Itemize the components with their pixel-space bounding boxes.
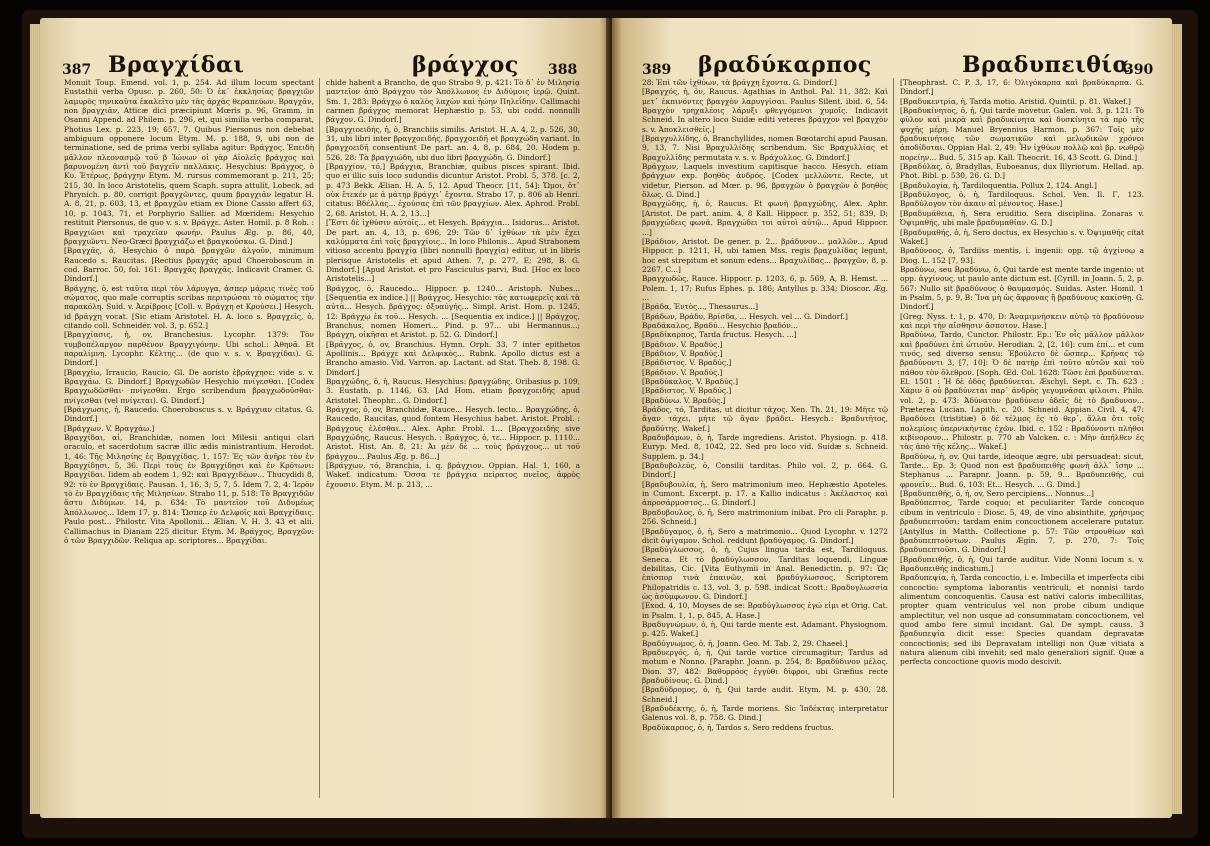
text-column-1: Monuit Toup. Emend. vol. 1, p. 254. Ad illum locum spectant Eustathii verba Opusc. p. 260, 50: Ὁ ἐκ᾽ ἐκκλησίας βραγχιῶν λαμυρὸς τηνικαῦτα ἐκαλεῖτο μὲν τὰς ἀρχὰς θεραπεύων. Βραγχᾶν, non βραγχιᾶν, Atticæ dici præcipiunt Mœris p. 96, Gramm. in Osanni Append. ad Philem. p. 296, et, qui similia verba comparat, Photius Lex. p. 223, 19; 657, 7. Quibus Piersonus non debebat ambiguum opponere locum Etym. M. p. 188, 9, ubi non de terminatione, sed de prima verbi syllaba agitur: Βράγχος. Ἐπειδὴ μᾶλλον πλεονασμῷ τοῦ β Ἰώνων οἱ γὰρ Αἰολεῖς βράγχος καὶ βαρυνομένη ἀντὶ τοῦ βαγχεῖν παλλάκις. Hesychius: Βράγχος, ὁ Κυ. Ἐτέρως, βράγχην Εtym. M. rursus commemorant p. 211, 25; 215, 30. In loco Aristotelis, quem Scaph. supra attulit, Lobeck. ad Phrynich. p. 80, corrigit βραγχῶντες, quum βραγχιᾶν legatur H. A. 8, 21, p. 603, 13, et βραγχῶν etiam ex Dione Cassio affert 63, 10, p. 1043, 71, et Porphyrio Sallier. ad Mœridem: Hesychio restituit Piersonus, de quo v. s. v. Βράγχε. Aster. Homil. p. 8 Rob. : Βραγχιῶσι καὶ τραχεῖαν φωνήν. Paulus Æg. p. 86, 40, βραγχιῶντι. Neo-Græci βραγχιάζω et βραγκούσκω. G. Dind.] [Βραγχᾶς, ὁ, Hesychio ὁ παρὰ βραγχῶν ἀλγοῦν, minimum Raucedo s. Raucitas. [Rectius βραγχᾶς apud Choeroboscum in cod. Barroc. 50, fol. 161: Βραγχᾶς βραγχᾶς. Indicavit Cramer. G. Dindorf.] Βράγχης, ὁ, est ταῦτα περὶ τὸν λάρυγγα, ἀσπερ μάρεις τινὲς τοῦ σώματος, quo male corruptis scribas περιτρώσαι τὸ σώματος τὴν παρακόλη. Suid. v. Ἀερίβροις [Coll. v. Βράγχη et Κρούσει.] Hesych. id βράγχη vocat. [Sic etiam Aristotel. H. A. loco s. Βραγχεῖς, ὁ, citando coll. Schneidér. vol. 3, p. 652.] [Βραγχίασις, ἡ, ov, Branchesius. Lycophr. 1379: Τὸν τυμβοπέλαργον παρθένον Βραγχιγόνην. Ubi schol.: Ἀθηνᾶ. Et παραλίμνη. Lycophr. Κέλτης... (de quo v. s. v. Βραγχίδαι). G. Dindorf.] [Βραγχίω, Irraucio, Raucio, Gl. De aoristo ἐβράγχησε: vide s. v. Βραγχάω. G. Dindorf.] Βραγχωδῶν Hesychio πνίγεσθαι. [Codex Βραγχωδῶσθαι· πνίγεσθαι. Ergo scribendum βραγχωδοῦσθαι· πνίγεσθαι (vel πνίγεται). G. Dindorf.] [Βράγχωσις, ἡ, Raucedo. Choeroboscus s. v. Βράγχιαν citatus. G. Dindorf.] [Βράγχων. V. Βραγχάω.] Βραγχίδαι, αἱ, Branchidæ, nomen loci Milesii antiqui clari oraculo, et sacerdotum sacræ illic ædis ministrantium. Herodot. 1, 46: Τῆς Μιλησίης ἐς Βραγχίδας. 1, 157: Ἐς τῶν ἀνῆρε τὸν ἐν Βραγχίδῃσι. 5, 36. Περὶ τοὺς ἐν Βραγχίδῃσι καὶ ἐν Κρότωνι: Βραγχίδαι. Iidem ab eodem 1, 92: καὶ Βραγχιδέων... Thucydidi 8, 92: τὸ ἐν Βραγχίδαις. Pausan. 1, 16, 3; 5, 7, 5. Idem 7, 2, 4: Ἱερὸν τὸ ἐν Βραγχίδαις τῆς Μιλησίων. Strabo 11, p. 518: Τὸ Βραγχιδῶν ἄστυ Διδύμων. 14, p. 634: Τὸ μαντεῖον τοῦ Διδυμέως Ἀπόλλωνος... Idem 17, p. 814: Ὥσπερ ἐν Δελφοῖς καὶ Βραγχίδαις. Paulo post... Philostr. Vita Apollonii... Ælian. V. H. 3, 43 et alii. Callimachus in Dianam 225 dicitur. Etym. M. Βράγχος, Βραγχῶν: ὁ τῶν Βραγχιδῶν. Reliqua ap. scriptores... Βραγχίδαι. xyxy=(64,78,314,545)
text-column-1: 28: Ἐπὶ τῶν ἰχθύων, τὰ βράγχη ἔχοντα. G. Dindorf.] [Βραγχός, ἡ, ὁν, Raucus. Agathias in Anthol. Pal. 11, 382: Καὶ μετ᾽ ἐκπινόντες βραγχὸν λαρυγγίσαι. Paulus Silent. ibid. 6, 54: Βραγχὸν τρηχαλέοις λάρυξι φθεγγόμενοι χυμοῖς. Indicavit Schneid. In altero loco Suidæ editi veteres βράγχον vel βραγχὸν s. v. Ἀποκλεισθεῖς.] [Βραγχυλλίδης, ὁ, Branchyllides, nomen Bœotarchi apud Pausan. 9, 13, 7. Nisi Βραχυλλίδης scribendum. Sic Βραχυλλίας et Βραχυλλίδης permutata v. s. v. Βράχυλλος. G. Dindorf.] Βράγχων, Laquels investium capitisque bacco. Hesych. etiam βράγχων exp. βοηθὸς ἀνδρός. [Codex μελλῶντε. Recte, ut videtur, Pierson. ad Mœr. p. 96, βραγχῶν ὁ βραγχῶν ὁ βοηθὸς ὅλως. G. Dind.] Βραγχώδης, ἡ, ὁ, Raucus. Et φωνὴ βραγχώδης, Alex. Aphr. [Aristot. De part. anim. 4, 8 Kall. Hippocr. p. 352, 51; 839, D; βραγχώδεις φωνά. Βραγχώδει τοι αὐτοὶ αὐτῷ... Apud Hippocr. ...] [Βράδιον, Aristot. De gener. p. 2... βράδυνον... μαλλῶν... Apud Hippocr. p. 1211, H, ubi tamen Mss. regis βραχυλίδας legunt, hoc est strepitum et sonum edens... Βραχυλίδας... βραγχῶν, 8, p. 2267, C...] Βραγχωδῶς, Rauce. Hippocr. p. 1203, 6, p. 569, A, B. Hemst. ... Polem. 1, 17; Rufus Ephes. p. 186; Antyllus p. 334; Dioscor. Æg. ... [Βράδα, Ἐντὸς..., Thesaurus...] [Βράδων, Βράδυ, Βρίσδα, ... Hesych. vel ... G. Dindorf.] Βραδάκαλος, Βραδύ... Hesychio βραδόν... [Βραδίκαρπος, Tarda fructus. Hesych. ...] [Βράδιον. V. Βραδύς.] [Βράδιον, V. Βραδύς.] [Βράδιστος. V. Βραδύς.] [Βράδιον. V. Βραδύς.] [Βραδύκαλος. V. Βραδύς.] [Βράδιστος. V. Βραδύς.] [Βραδύνω. V. Βραδύς.] Βράδος, τό, Tarditas, ut dicitur τάχος. Xen. Th. 21, 19: Μήτε τῷ ἄγαν τάχει, μήτε τῷ ἄγαν βράδει. Hesych.: Βραδυτῆτος, βραδύτης. Wakef.] Βραδυβάμων, ὁ, ἡ, Tarde ingrediens. Aristot. Physiogn. p. 418. Euryp. Med. 8, 1042, 22. Sed pro loco vid. Suidæ s. Schneid. Supplem. p. 34.] [Βραδυβολεύς, ὁ, Consilii tarditas. Philo vol. 2, p. 664. G. Dindorf.] [Βραδυβουλία, ἡ, Sero matrimonium ineo. Hephæstio Apoteles. in Cumont. Excerpt. p. 17. a Kallio indicatus : Ἀκέλαστος καὶ ἀπροσάρμοστος... G. Dindorf.] Βραδυβουλος, ὁ, ἡ, Sero matrimonium inibat. Pro cli Paraphr. p. 256. Schneid.] [Βραδύγαμος, ὁ, ἡ, Sero a matrimonio... Quod Lycophr. v. 1272 dicit ὀψίγαμον. Schol. reddunt βραδύγαμος. G. Dindorf.] [Βραδύγλωσσος, ὁ, ἡ, Cujus lingua tarda est, Tardiloquus. Seneca. Et τὸ βραδύγλωσσον, Tarditas loquendi, Linguæ debilitas, Cic. [Vita Euthymii in Anal. Benedictin. p. 97: Ὡς ἐπίσπορ τινὰ ἐπαινῶν, καὶ βραδύγλωσσος. Scriptorem Philopatridis c. 13, vol. 3, p. 598. indicat Scott.: Βραδυγλωσσία ὡς ἀσύμφωνον. G. Dindorf.] [Exod. 4, 10, Moyses de se: Βραδύγλωσσος ἐγώ εἰμι et Orig. Cat. in Psalm. 1, 1, p. 845, A. Hase.] Βραδυγνώμων, ὁ, ἡ, Qui tarde mente est. Adamant. Physiognom. p. 425. Wakef.] Βραδύγνωμος, ὁ, ἡ, Joann. Geo. M. Tab. 2, 29. Chaeel.] Βραδυεργός, ὁ, ἡ, Qui tarde vortice circumagitur; Tardus ad motum e Nonno. [Paraphr. Joann. p. 254, 8: Βραδύδινον μέλος. Dion. 37, 482: Βαθυρρόος ἐγγύθι δίφροι, ubi Græfius recte βραδυδίνους. G. Dind.] [Βραδύδρομος, ὁ, ἡ, Qui tarde audit. Etym. M. p. 430, 28. Schneid.] [Βραδυδέκτης, ὁ, ἡ, Tarde moriens. Sic Ἰπδέκτας interpretatur Galenus vol. 8, p. 758. G. Dind.] Βραδύκαρπος, ὁ, ἡ, Tardos s. Sero reddens fructus. xyxy=(642,78,888,732)
running-headword: Βραδυπειθία xyxy=(962,52,1130,78)
running-headword: βραδύκαρπος xyxy=(698,52,872,78)
left-page xyxy=(40,18,610,818)
page-number: 387 xyxy=(62,62,92,78)
running-headword: βράγχος xyxy=(412,52,519,78)
running-headword: Βραγχίδαι xyxy=(108,52,245,78)
right-page xyxy=(612,18,1172,818)
page-number: 389 xyxy=(642,62,672,78)
column-divider xyxy=(319,78,320,798)
page-number: 388 xyxy=(548,62,578,78)
right-page-edges xyxy=(1172,24,1182,814)
text-column-2: [Theophrast. C. P. 3, 17, 6: Ὀλιγόκαρπα καὶ βραδύκαρπα. G. Dindorf.] [Βραδυκεντρία, ἡ, Tarda motio. Aristid. Quintil. p. 81. Wakef.] [Βραδυκίνητος, ὁ, ἡ, Qui tarde movetur. Galen. vol. 3, p. 121: Τὸ φῦλον καὶ μικρὰ καὶ βραδυκίνητα καὶ δυσκίνητα τὰ πρὸ τῆς ψυχῆς μέρη. Manuel Bryennius Harmon. p. 367: Τοῖς μὲν βραδυκινήτοις τῶν σωματικῶν καὶ μελῳδικῶν χρόνοι ἀποδίδοται. Oppian Hal. 2, 49: Ἦν ἰχθύων πολλῷ καὶ βρ. νωθρῷ πορείην... Bud. 5, 315 ap. Kall. Theocrit. 16, 43 Scott. G. Dind.] [Βραδύλας, ὁ, Bradyllas, Euboeanus, dux Illyriorum. Hellad. ap. Phot. Bibl. p. 530, 26. G. D.] [Βραδυλογία, ἡ, Tardiloquentia. Pollux 2, 124. Angl.] [Βραδύλογος, ὁ, ἡ, Tardiloquus. Schol. Ven. Il. Γ, 123. Βραδύλογον τὸν ἀκαιν αἱ μένοντος. Hase.] [Βραδυμάθεια, ἡ, Sera eruditio. Sera disciplina. Zonaras v. Ὀψιμαθής, ubi male βραδυμαθίαν. G. D.] [Βραδυμαθής, ὁ, ἡ, Sero doctus, ex Hesychio s. v. Ὀψιμαθής citat Wakef.] Βραδύνοος, ὁ, Tardiiss mentis, i. ingenii: opp. τῷ ἀγχίνοῳ a Diog. L. 152 [7, 93]. Βραδύνω, seu Βραδύνω, ὁ, Qui tarde est mente tarde ingenio: ut opp. ἀγχίνους, ut paulo ante dictum est. [Cyrill. in Joann. 5, 2, p. 567: Nullo sit βραδύνους ὁ θαυμασμός. Suidas. Aster. Homil. 1 in Psalm. 5, p. 9, B: Ἴνα μὴ ὡς ἄφρονας ἢ βραδύνους κακίσθῃ. G. Dindorf.] [Greg. Nyss. t. 1, p. 470, D: Ἀναμιμνήσκειν αὐτῷ τὸ βραδύνουν καὶ περὶ τὴν αἴσθησιν ἄσποτον. Hase.] Βραδύνω, Tardo, Cunctor. Philostr. Ep.: Ἐν οἷς μᾶλλον μᾶλλον καὶ βραδύνει ἐπὶ ὠτιοῦν. Herodian. 2, [2, 16]: cum ἐπί... et cum τινός, sed diverso sensu: Ἐβούλετο δὲ ὥσπερ... Κρῆνας τῷ βραδύνοντι 3, [7, 10]: Ὁ δὲ πατὴρ ἐπὶ τοῦτο αὐτῶν καὶ τοῦ πάθου τὸν ὄλεθρον. [Soph. Œd. Col. 1628: Τῶσε ἐπὶ βραδύνεται. El. 1501 : Ἡ δὲ ὁδὸς βραδύνεται. Æschyl. Sept. c. Th. 623 : Χάριν ὃ οὐ βραδύνεται παρ᾽ ἀνδρὸς γεγυμνᾶσαι φίλοισι. Philo. vol. 2, p. 473: Ἀδύνατον βραδύνειν ὀδεῖς δὲ τὸ βραδυνον... Præterea Lucian. Lapith. c. 20. Schneid. Appian. Civil. 4, 47: Βραδύνει (tristitiæ) ὃ δὲ τέλμος ἐς τὸ θερ᾽, ἄλλα ὅτι τοῖς πολεμίοις ὑπερνικήντας ἐχῶν. Ibid. c. 152 : Βραδύνοντι πλήθοι κιβίνορουν... Philostr. p. 770 ab Valcken. c. : Μὴν ἀπήλθεν ἐς τὰς ἀπὸ τῆς κέλης... Wakef.] Βραδύνω, ἡ, ov, Qui tarde, ideoque ægre, ubi persuadeat: sicut, Tarde... Ep. 3; Quod non est βραδυπειθὴς φωνὴ ἀλλ᾽ ἴσην ... Stephanus ... Parapnr. Joann. p. 59, 9... Βραδυπειθής, cui φρονεῖν... Bud. 6, 103: Et... Hesych. ... G. Dind.] [Βραδυπειθής, ὁ, ἡ, ov, Sero percipiens... Nonnus...] Βραδύπεπτος, Tarde coquo; et peculiariter Tarde concoquo cibum in ventriculo : Diosc. 5, 49, de vino absinthite, χρήσιμος βραδυπεπτοῦσι: tardam enim concoctionem accelerare putatur. [Antyllus in Matth. Collectione p. 57: Τῶν στρουθίων καὶ βραδυπεπτούντων. Paulus Ægin. 7, p. 270, 7: Τοῖς βραδυπεπτοῦσι. G. Dindorf.] [Βραδυπειθής, ὁ, ἡ, Qui tarde auditur. Vide Nonni locum s. v. Βραδυπειθής indicatum.] Βραδυπεψία, ἡ, Tarda concoctio, i. e. Imbecilla et imperfecta cibi concoctio: symptoma laborantis ventriculi, et nonnisi tardo alimentum concoquentis. Causa est natívi caloris imbecillitas, propter quam ventriculus vel non probe cibum undique amplectitur, vel non usque ad consummatam concoctionem, vel quod ambo fere simul incidant. Gal. De sympt. causs. 3 βραδυπεψία dicit esse: Species quandam depravatæ concoctionis; sed ibi Depravatam intelligi non Quæ vitiata a natura alienum cibi invehit; sed malo generaliori signif. Quæ a perfecta concoctione quovis modo descivit. xyxy=(900,78,1144,667)
column-divider xyxy=(893,78,894,798)
text-column-2: chide habent a Brancho, de quo Strabo 9, p. 421: Τὸ δ᾽ ἐν Μιλησίᾳ μαντεῖον ἀπὸ Βράγχου τὸν Ἀπόλλωνος ἐν Διδύμοις ἱερῷ. Quint. Sm. 1, 283: Βράγχῳ ὁ καλὸς λαχὼν καὶ ἠώην Πηλεΐδην. Callimachi carmen βράγχος memorat Hephæstio p. 53, ubi codd. nonnulli βάγχον. G. Dindorf.] [Βραγχιοειδής, ἡ, ὁ, Branchiis similis. Aristot. H. A. 4, 2, p. 526, 30, 31, ubi libri inter βραγχοειδής, βραγχοειδῆ et βραγχώδη variant. In βραγχοειδῆ consentiunt De part. an. 4, 8, p. 684, 20. Hodem p. 526, 28: Τὰ βραγχιώδη, ubi duo libri βραγχώδη. G. Dindorf.] [Βραγχίον, τό,] Βράγχια, Branchiæ, quibus pisces spirant. Ibid. quo ei illic suis loco sudundis dicuntur Aristot. Probl. 5, 378. [c. 2, p. 473 Bekk. Ælian. H. A. 5, 12. Apud Theocr. [11, 54]: Ὤμοι, ὅτ᾽ οὐκ ἔτεκέν με ἁ μάτηρ βράγχι᾽ ἔχοντα. Strabo 17, p. 806 ab Henri. citatus: Βδέλλας... ἐχούσας ἐπὶ τῶν βραγχίων. Alex. Aphrod. Probl. 2, 68. Aristot. H. A. 2, 13...] [Ἔστι δὲ ἰχθύσιν αὐτοῖς... et Hesych. Βράγχια... Isidorus... Aristot. De part. an. 4, 13, p. 696, 29: Τῶν δ᾽ ἰχθύων τὰ μὲν ἔχει καλύμματα ἐπὶ τοῖς βραγχίοις... In loco Philonis... Apud Strabonem vitioso accentu βραγχίᾳ (libri nonnulli βραγχία) editur, ut in libris plerisque Aristotelis et apud Athen. 7, p. 277, E; 298, B. G. Dindorf.] [Apud Aristot. et pro Fasciculus parvi, Bud. [Hoc ex loco Aristotelis...] Βράγχος, ὁ, Raucedo... Hippocr. p. 1240... Aristoph. Nubes... [Sequentia ex indice.] || Βράγχος, Hesychio: τὰς κατωφερεῖς καὶ τὰ αὐτὰ... Hesych. βράγχος: ὀξυαύγής... Simpl. Arist. Hom. p. 1245, 12: Βράγχῳ ἐκ τοῦ... Hesych. ... [Sequentia ex indice.] || Βράγχος, Branchus, nomen Homeri... Pind. p. 97... ubi Hermannus...; Βράγχη, οἰκῆσαι et Aristot. p. 52. G. Dindorf.] [Βρᾶγχος, ὁ, ov, Branchius. Hymn. Orph. 33, 7 inter epithetos Apollinis... Βράγχε καὶ Δελφικὸς... Rubnk. Apollo dictus est a Brancho amasio. Vid. Varron. ap. Lactant. ad Stat. Theb. 8, 198. G. Dindorf.] Βραγχώδης, ὁ, ἡ, Raucus. Hesychius: βραγχώδης. Oribasius p. 109, 3. Eustath. p. 1146, 63. [Ad Hom. etiam βραγχοειδής apud Aristotel. Theophr... G. Dindorf.] Βράγχος, ὁ, ov, Branchidæ, Rauce... Hesych. lecto... Βραγχώδης, ὁ, Raucedo, Raucitas, quod fontem Hesychius habet. Aristot. Probl. : Βράγχους ἐλέσθαι... Alex. Aphr. Probl. 1... [Βραγχοειδής sive Βραγχώδης, Raucus. Hesych. : Βράγχος, ὁ, τε... Hippocr. p. 1110... Aristot. Hist. An. 8, 21: Ἀι μὲν δὲ ... τοὺς βράγχους... ut τοῦ βράγχου... Paulus Æg. p. 86...] [Βράγχων, τό, Branchia, i. q. βράγχιον. Oppian. Hal. 1, 160, a Wakef. indicatum: Ὅσσα τε βράγχια πείρατος πνεῖος, ἀφρὸς ἔχουσιν. Etym. M. p. 213, ... xyxy=(326,78,580,489)
page-number: 390 xyxy=(1124,62,1154,78)
